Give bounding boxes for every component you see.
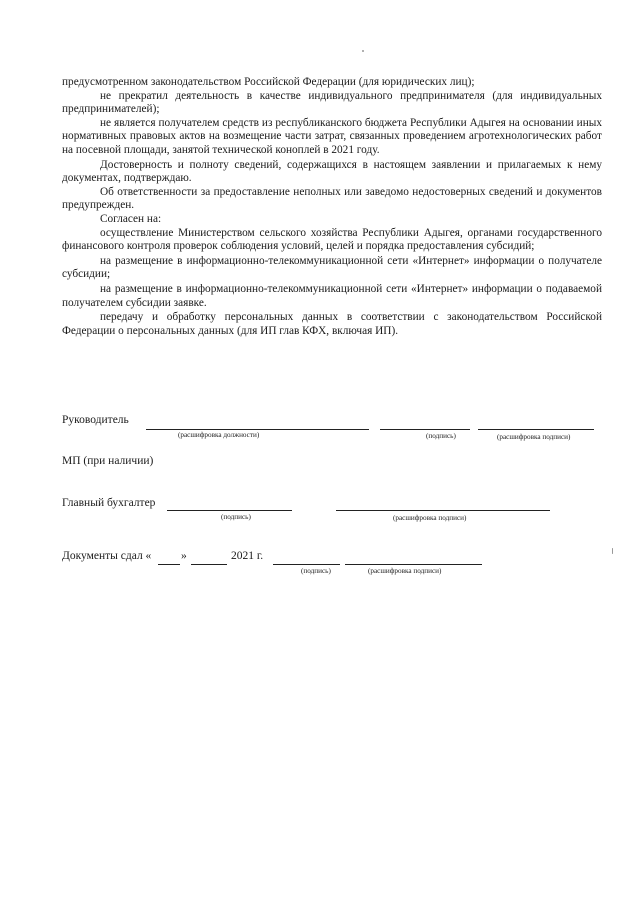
scan-speck <box>362 50 364 52</box>
submitted-quote-close: » <box>181 550 187 562</box>
scan-speck <box>612 548 613 554</box>
accountant-decode-caption: (расшифровка подписи) <box>393 514 467 522</box>
head-position-caption: (расшифровка должности) <box>178 431 260 439</box>
paragraph: осуществление Министерством сельского хозяйства Республики Адыгея, органами государственного финансового контроля проверок соблюдения условий, целей и порядка предоставления субсидий; <box>62 226 602 253</box>
submitted-year: 2021 г. <box>231 550 264 562</box>
accountant-signature-line[interactable] <box>167 510 292 511</box>
declaration-body <box>62 76 602 338</box>
accountant-label: Главный бухгалтер <box>62 497 156 509</box>
paragraph: не прекратил деятельность в качестве индивидуального предпринимателя (для индивидуальных предпринимателей); <box>62 89 602 116</box>
submitted-day-line[interactable] <box>158 564 180 565</box>
submitted-decode-caption: (расшифровка подписи) <box>368 567 442 575</box>
paragraph: на размещение в информационно-телекоммуникационной сети «Интернет» информации о получателе субсидии; <box>62 254 602 281</box>
paragraph: Достоверность и полноту сведений, содержащихся в настоящем заявлении и прилагаемых к нему документах, подтверждаю. <box>62 158 602 185</box>
paragraph: предусмотренном законодательством Российской Федерации (для юридических лиц); <box>62 76 475 88</box>
submitted-month-line[interactable] <box>191 564 227 565</box>
head-signature-line[interactable] <box>380 429 470 430</box>
submitted-prefix: Документы сдал « <box>62 550 152 562</box>
paragraph: на размещение в информационно-телекоммуникационной сети «Интернет» информации о подаваемой получателем субсидии заявке. <box>62 282 602 309</box>
head-position-line[interactable] <box>146 429 369 430</box>
accountant-decode-line[interactable] <box>336 510 550 511</box>
paragraph: не является получателем средств из республиканского бюджета Республики Адыгея на основании иных нормативных правовых актов на возмещение части затрат, связанных проведением агротехнологических работ на посевной площади, занятой технической коноплей в 2021 году. <box>62 116 602 156</box>
submitted-decode-line[interactable] <box>345 564 482 565</box>
head-decode-line[interactable] <box>478 429 594 430</box>
head-signature-caption: (подпись) <box>426 432 456 440</box>
paragraph: Об ответственности за предоставление неполных или заведомо недостоверных сведений и документов предупрежден. <box>62 185 602 212</box>
submitted-signature-caption: (подпись) <box>301 567 331 575</box>
stamp-label: МП (при наличии) <box>62 455 154 467</box>
paragraph: Согласен на: <box>100 212 162 225</box>
submitted-signature-line[interactable] <box>273 564 340 565</box>
head-label: Руководитель <box>62 414 129 426</box>
accountant-signature-caption: (подпись) <box>221 513 251 521</box>
paragraph: передачу и обработку персональных данных в соответствии с законодательством Российской Федерации о персональных данных (для ИП глав КФХ, включая ИП). <box>62 311 602 337</box>
head-decode-caption: (расшифровка подписи) <box>497 433 571 441</box>
